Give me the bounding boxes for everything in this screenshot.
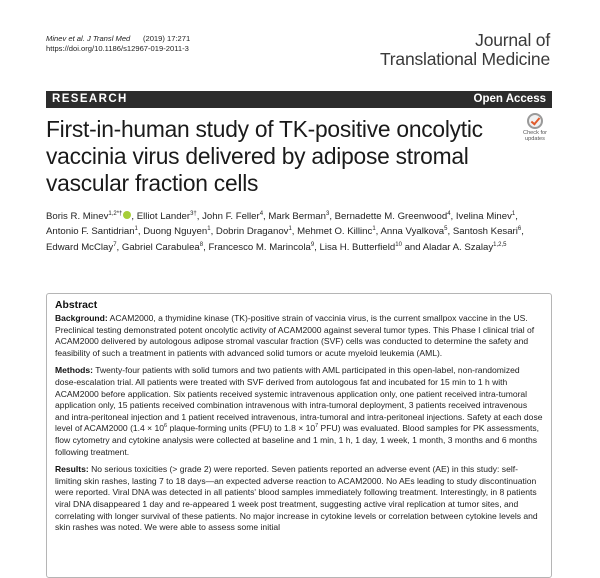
author[interactable]: [268, 211, 334, 222]
journal-name-line1: Journal of: [475, 30, 550, 50]
author-name[interactable]: Mehmet O. Killinc: [297, 226, 373, 238]
author-separator: ,: [203, 241, 209, 253]
article-title: First-in-human study of TK-positive oncolytic vaccinia virus delivered by adipose stromal vascular fraction cells: [46, 116, 483, 196]
doi-link[interactable]: https://doi.org/10.1186/s12967-019-2011-3: [46, 44, 189, 53]
author-affiliation: 1: [288, 226, 292, 233]
badge-line2: updates: [525, 136, 545, 143]
author-name[interactable]: John F. Feller: [202, 211, 260, 222]
author-affiliation: 4: [447, 210, 451, 217]
author[interactable]: [297, 226, 380, 237]
abstract-results: [55, 464, 543, 534]
check-for-updates-badge[interactable]: [518, 113, 552, 142]
author[interactable]: [320, 242, 405, 253]
author-affiliation: 6: [517, 226, 522, 233]
citation-year: (2019) 17:271: [142, 34, 191, 43]
author-separator: ,: [291, 226, 298, 238]
author-separator: ,: [521, 226, 524, 238]
badge-line1: Check for: [523, 130, 547, 136]
author-name[interactable]: Bernadette M. Greenwood: [334, 211, 448, 222]
author-name[interactable]: Ivelina Minev: [455, 211, 512, 222]
author[interactable]: [143, 226, 216, 237]
author-name[interactable]: Elliot Lander: [136, 211, 191, 222]
abstract-box: [46, 293, 552, 578]
author-separator: ,: [450, 211, 456, 222]
author[interactable]: [453, 226, 524, 237]
check-for-updates-icon: [527, 113, 543, 129]
author-name[interactable]: and Aladar A. Szalay: [404, 241, 494, 253]
journal-name-line2: Translational Medicine: [379, 49, 550, 69]
author-name[interactable]: Edward McClay: [46, 241, 114, 253]
methods-text-3: PFU) was evaluated. Blood samples for PK assessments, flow cytometry and cytokine analysis were collected at baseline and 1 min, 1 h, 1 day, 1 week, 1 month, 3 months and 6 months following treatment.: [55, 423, 540, 457]
author-name[interactable]: Mark Berman: [268, 211, 326, 222]
background-lead: Background:: [55, 313, 108, 323]
author-affiliation: 1: [134, 226, 138, 233]
methods-lead: Methods:: [55, 365, 93, 376]
author-affiliation: 3†: [190, 210, 197, 217]
author-separator: ,: [196, 211, 203, 222]
author-separator: ,: [116, 241, 122, 253]
author-affiliation: 1: [207, 226, 211, 233]
author-list: [46, 209, 552, 255]
author[interactable]: [208, 242, 319, 253]
citation-journal: Minev et al. J Transl Med: [46, 34, 131, 43]
journal-name: [380, 31, 550, 69]
author-affiliation: 7: [113, 241, 117, 248]
author-separator: ,: [137, 226, 144, 238]
author[interactable]: [216, 226, 297, 237]
author-separator: ,: [447, 226, 453, 238]
author-affiliation: 3: [325, 210, 330, 217]
abstract-heading: Abstract: [55, 300, 98, 311]
section-bar: [46, 91, 552, 108]
author-name[interactable]: Dobrin Draganov: [215, 226, 289, 238]
author-name[interactable]: Lisa H. Butterfield: [319, 241, 396, 253]
author-affiliation: 10: [395, 241, 402, 248]
abstract-methods: [55, 365, 543, 458]
author-affiliation: 1: [372, 226, 376, 233]
author-affiliation: 1,2*†: [108, 210, 123, 217]
abstract-background: [55, 313, 543, 359]
results-lead: Results:: [55, 464, 89, 475]
author-affiliation: 4: [259, 210, 264, 217]
author[interactable]: [46, 242, 122, 253]
author-name[interactable]: Santosh Kesari: [452, 226, 518, 238]
methods-text-1: Twenty-four patients with solid tumors and two patients with AML participated in this open-label, non-randomized dose-escalation trial. All patients were treated with SVF derived from autologous fat and incubated for 15 min to 1 h with ACAM2000 before application. Six patients received systemic intravenous application only, one patient received intra-tumoral application only, 15 patients received combination intravenous with intra-tumoral deployment, 3 patients received intravenous and intra-peritoneal injection and 1 patient received intravenous, intra-tumoral and intra-peritoneal injections. Safety at each dose level of ACAM2000 (1.4 × 10: [55, 365, 543, 434]
citation-line: [46, 34, 190, 44]
author-name[interactable]: Duong Nguyen: [143, 226, 208, 238]
author[interactable]: [405, 242, 507, 253]
author-name[interactable]: Francesco M. Marincola: [208, 241, 311, 253]
author[interactable]: [335, 211, 456, 222]
author-separator: ,: [515, 211, 518, 222]
author-affiliation: 8: [199, 241, 204, 248]
author[interactable]: [122, 242, 209, 253]
author[interactable]: [137, 211, 202, 222]
author[interactable]: [46, 211, 137, 222]
section-label: RESEARCH: [52, 93, 128, 105]
author-name[interactable]: Boris R. Minev: [46, 211, 109, 222]
author-separator: ,: [210, 226, 216, 238]
author-name[interactable]: Anna Vyalkova: [380, 226, 445, 238]
author-name[interactable]: Antonio F. Santidrian: [46, 226, 135, 238]
author-affiliation: 9: [310, 241, 315, 248]
author-separator: ,: [263, 211, 269, 222]
author-affiliation: 1,2,5: [493, 241, 507, 248]
badge-text: [518, 130, 552, 142]
author-separator: ,: [131, 211, 137, 222]
author-separator: ,: [314, 241, 320, 253]
open-access-label: Open Access: [473, 93, 546, 105]
author[interactable]: [46, 226, 143, 237]
author[interactable]: [380, 226, 452, 237]
author-affiliation: 5: [444, 226, 448, 233]
citation: [46, 34, 190, 54]
methods-sup-1: 6: [164, 423, 168, 430]
author-separator: ,: [329, 211, 335, 222]
author-name[interactable]: Gabriel Carabulea: [121, 241, 200, 253]
methods-text-2: plaque-forming units (PFU) to 1.8 × 10: [167, 423, 316, 434]
author-affiliation: 1: [511, 210, 516, 217]
author-separator: ,: [375, 226, 381, 238]
background-text: ACAM2000, a thymidine kinase (TK)-positive strain of vaccinia virus, is the current smallpox vaccine in the US. Preclinical testing demonstrated potent oncolytic activity of ACAM2000 against several tumor types. This Phase I clinical trial of ACAM2000 delivered by autologous adipose stromal vascular fraction (SVF) cells was conducted to determine the safety and feasibility of such a treatment in patients with advanced solid tumors or acute myeloid leukemia (AML).: [55, 313, 535, 358]
author[interactable]: [202, 211, 268, 222]
author[interactable]: [456, 211, 518, 222]
results-text: No serious toxicities (> grade 2) were reported. Seven patients reported an adverse event (AE) in this study: self-limiting skin rashes, lasting 7 to 18 days—an expected adverse reaction to ACAM2000. No AEs leading to study discontinuation were reported. Viral DNA was detected in all patients' blood samples immediately following treatment. Interestingly, in 8 patients viral DNA disappeared 1 day and re-appeared 1 week post treatment, suggesting active viral replication at tumor sites, and correlating with longer survival of these patients. No major increase in cytokine levels or correlation between cytokine levels and skin rashes was noted. We were able to assess some initial: [55, 464, 538, 533]
methods-sup-2: 7: [315, 423, 319, 430]
